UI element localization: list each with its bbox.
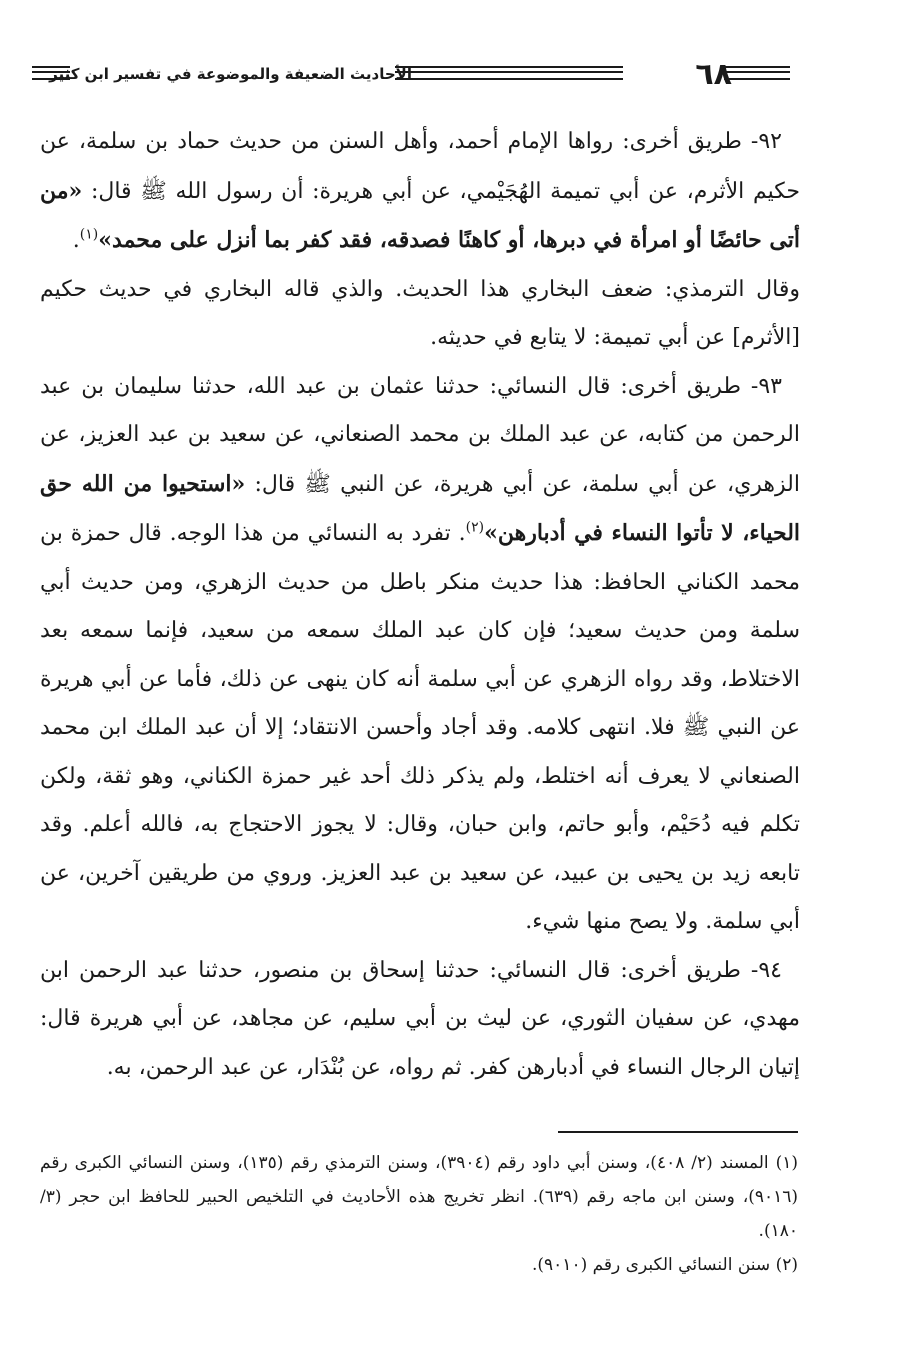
paragraph-92-tirmidhi: وقال الترمذي: ضعف البخاري هذا الحديث. والذي قاله البخاري في حديث حكيم [الأثرم] عن أبي تميمة: لا يتابع في حديثه.: [40, 276, 800, 350]
page-number: ٦٨: [695, 57, 732, 92]
footnote-1: (١) المسند (٢/ ٤٠٨)، وسنن أبي داود رقم (٣٩٠٤)، وسنن الترمذي رقم (١٣٥)، وسنن النسائي الكبرى رقم (٩٠١٦)، وسنن ابن ماجه رقم (٦٣٩). انظر تخريج هذه الأحاديث في التلخيص الحبير للحافظ ابن حجر (٣/ ١٨٠).: [40, 1153, 798, 1241]
footnote-ref-2[interactable]: (٢): [465, 519, 485, 536]
footnote-ref-1[interactable]: (١): [79, 226, 99, 243]
main-text: [40, 118, 800, 1092]
paragraph-94: ٩٤- طريق أخرى: قال النسائي: حدثنا إسحاق بن منصور، حدثنا عبد الرحمن ابن مهدي، عن سفيان الثوري، عن ليث بن أبي سليم، عن مجاهد، عن أبي هريرة قال: إتيان الرجال النساء في أدبارهن كفر. ثم رواه، عن بُنْدَار، عن عبد الرحمن، به.: [40, 957, 800, 1080]
paragraph-92-end: .: [72, 228, 80, 253]
paragraph-93: [40, 363, 800, 947]
paragraph-93-text: ٩٣- طريق أخرى: قال النسائي: حدثنا عثمان بن عبد الله، حدثنا سليمان بن عبد الرحمن من كتابه، عن عبد الملك بن محمد الصنعاني، عن سعيد بن عبد العزيز، عن الزهري، عن أبي سلمة، عن أبي هريرة، عن النبي ﷺ قال:: [40, 373, 800, 497]
paragraph-92-text: ٩٢- طريق أخرى: رواها الإمام أحمد، وأهل السنن من حديث حماد بن سلمة، عن حكيم الأثرم، عن أبي تميمة الهُجَيْمي، عن أبي هريرة: أن رسول الله ﷺ قال:: [40, 129, 800, 204]
page-header: [30, 56, 810, 96]
header-rule-right: [724, 66, 790, 80]
header-rule-left: [32, 66, 70, 80]
paragraph-92: [40, 118, 800, 266]
header-rule-middle: [395, 66, 623, 80]
footnote-2: (٢) سنن النسائي الكبرى رقم (٩٠١٠).: [532, 1255, 798, 1275]
running-title: الأحاديث الضعيفة والموضوعة في تفسير ابن كثير: [49, 65, 412, 83]
paragraph-93-commentary: . تفرد به النسائي من هذا الوجه. قال حمزة بن محمد الكناني الحافظ: هذا حديث منكر باطل من حديث الزهري، ومن حديث أبي سلمة ومن حديث سعيد؛ فإن كان عبد الملك سمعه من سعيد، فإنما سمعه بعد الاختلاط، وقد رواه الزهري عن أبي سلمة أنه كان ينهى عن ذلك، فأما عن أبي هريرة عن النبي ﷺ فلا. انتهى كلامه. وقد أجاد وأحسن الانتقاد؛ إلا أن عبد الملك ابن محمد الصنعاني لا يعرف أنه اختلط، ولم يذكر ذلك أحد غير حمزة الكناني، وهو ثقة، ولكن تكلم فيه دُحَيْم، وأبو حاتم، وابن حبان، وقال: لا يجوز الاحتجاج به، فالله أعلم. وقد تابعه زيد بن يحيى بن عبيد، عن سعيد بن عبد العزيز. وروي من طريقين آخرين، عن أبي سلمة. ولا يصح منها شيء.: [40, 521, 800, 934]
hadith-quote-92: «من أتى حائضًا أو امرأة في دبرها، أو كاهنًا فصدقه، فقد كفر بما أنزل على محمد»: [40, 177, 800, 253]
footnotes: [40, 1146, 798, 1282]
hadith-quote-93: «استحيوا من الله حق الحياء، لا تأتوا النساء في أدبارهن»: [40, 470, 801, 546]
footnote-separator: [558, 1131, 798, 1133]
